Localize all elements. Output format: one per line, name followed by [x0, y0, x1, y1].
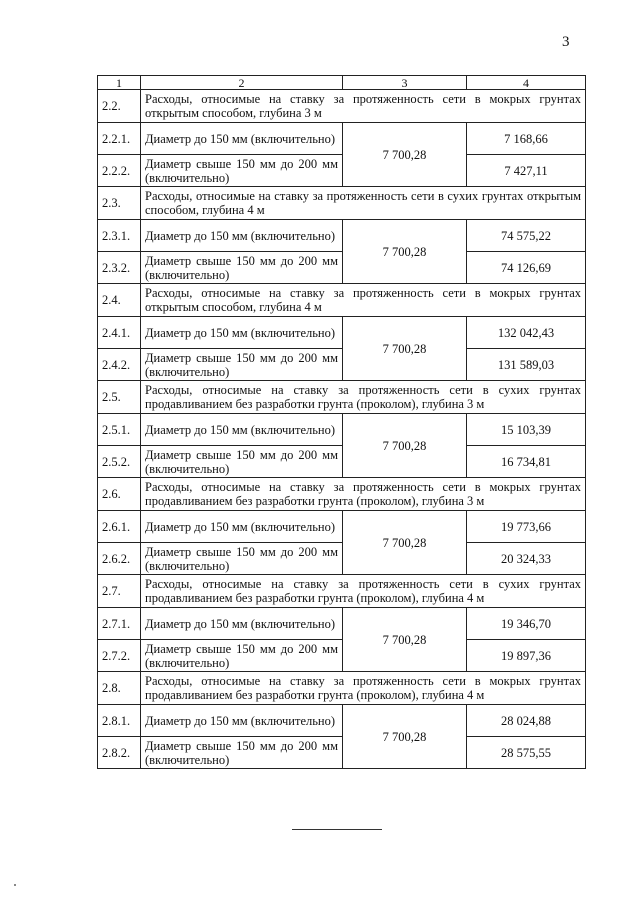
item-value: 16 734,81 — [467, 446, 586, 478]
rate-value: 7 700,28 — [343, 220, 467, 284]
table-header-row — [98, 76, 586, 90]
item-description: Диаметр свыше 150 мм до 200 мм (включительно) — [141, 543, 343, 575]
item-description: Диаметр свыше 150 мм до 200 мм (включительно) — [141, 737, 343, 769]
rate-value: 7 700,28 — [343, 414, 467, 478]
column-header: 4 — [467, 76, 586, 90]
table-row — [98, 123, 586, 155]
section-title: Расходы, относимые на ставку за протяженность сети в сухих грунтах продавливанием без разработки грунта (проколом), глубина 3 м — [141, 381, 586, 414]
rate-value: 7 700,28 — [343, 511, 467, 575]
rate-value: 7 700,28 — [343, 608, 467, 672]
item-value: 15 103,39 — [467, 414, 586, 446]
item-description: Диаметр до 150 мм (включительно) — [141, 317, 343, 349]
item-number: 2.2.2. — [98, 155, 141, 187]
table-row — [98, 317, 586, 349]
section-number: 2.3. — [98, 187, 141, 220]
item-value: 74 575,22 — [467, 220, 586, 252]
section-title: Расходы, относимые на ставку за протяженность сети в мокрых грунтах продавливанием без разработки грунта (проколом), глубина 4 м — [141, 672, 586, 705]
tariff-table — [97, 75, 586, 769]
item-number: 2.5.2. — [98, 446, 141, 478]
rate-value: 7 700,28 — [343, 123, 467, 187]
table-row — [98, 349, 586, 381]
item-number: 2.4.1. — [98, 317, 141, 349]
table-row — [98, 737, 586, 769]
item-description: Диаметр до 150 мм (включительно) — [141, 220, 343, 252]
section-row — [98, 478, 586, 511]
table-row — [98, 543, 586, 575]
column-header: 2 — [141, 76, 343, 90]
column-header: 1 — [98, 76, 141, 90]
page-number: 3 — [562, 34, 570, 50]
item-description: Диаметр свыше 150 мм до 200 мм (включительно) — [141, 446, 343, 478]
section-number: 2.5. — [98, 381, 141, 414]
item-description: Диаметр до 150 мм (включительно) — [141, 608, 343, 640]
item-value: 7 427,11 — [467, 155, 586, 187]
rate-value: 7 700,28 — [343, 705, 467, 769]
table-row — [98, 220, 586, 252]
item-description: Диаметр свыше 150 мм до 200 мм (включительно) — [141, 155, 343, 187]
item-description: Диаметр свыше 150 мм до 200 мм (включительно) — [141, 349, 343, 381]
table-row — [98, 608, 586, 640]
item-number: 2.3.1. — [98, 220, 141, 252]
item-value: 74 126,69 — [467, 252, 586, 284]
scan-speck — [14, 884, 16, 886]
table-row — [98, 252, 586, 284]
column-header: 3 — [343, 76, 467, 90]
section-row — [98, 381, 586, 414]
section-row — [98, 284, 586, 317]
item-description: Диаметр свыше 150 мм до 200 мм (включительно) — [141, 252, 343, 284]
item-value: 19 346,70 — [467, 608, 586, 640]
table-row — [98, 414, 586, 446]
item-number: 2.6.2. — [98, 543, 141, 575]
item-description: Диаметр до 150 мм (включительно) — [141, 705, 343, 737]
item-value: 28 024,88 — [467, 705, 586, 737]
item-number: 2.3.2. — [98, 252, 141, 284]
table-row — [98, 705, 586, 737]
section-row — [98, 575, 586, 608]
footer-divider — [292, 829, 382, 830]
item-number: 2.5.1. — [98, 414, 141, 446]
section-title: Расходы, относимые на ставку за протяженность сети в мокрых грунтах открытым способом, глубина 4 м — [141, 284, 586, 317]
item-number: 2.4.2. — [98, 349, 141, 381]
table-row — [98, 511, 586, 543]
table-row — [98, 155, 586, 187]
section-title: Расходы, относимые на ставку за протяженность сети в сухих грунтах продавливанием без разработки грунта (проколом), глубина 4 м — [141, 575, 586, 608]
item-description: Диаметр свыше 150 мм до 200 мм (включительно) — [141, 640, 343, 672]
item-number: 2.8.2. — [98, 737, 141, 769]
section-title: Расходы, относимые на ставку за протяженность сети в мокрых грунтах продавливанием без разработки грунта (проколом), глубина 3 м — [141, 478, 586, 511]
item-number: 2.8.1. — [98, 705, 141, 737]
section-number: 2.8. — [98, 672, 141, 705]
item-number: 2.7.1. — [98, 608, 141, 640]
section-row — [98, 187, 586, 220]
item-description: Диаметр до 150 мм (включительно) — [141, 123, 343, 155]
section-title: Расходы, относимые на ставку за протяженность сети в мокрых грунтах открытым способом, глубина 3 м — [141, 90, 586, 123]
section-number: 2.2. — [98, 90, 141, 123]
item-number: 2.7.2. — [98, 640, 141, 672]
item-value: 20 324,33 — [467, 543, 586, 575]
section-row — [98, 672, 586, 705]
item-value: 28 575,55 — [467, 737, 586, 769]
item-value: 19 773,66 — [467, 511, 586, 543]
item-value: 132 042,43 — [467, 317, 586, 349]
section-number: 2.4. — [98, 284, 141, 317]
item-value: 19 897,36 — [467, 640, 586, 672]
section-number: 2.6. — [98, 478, 141, 511]
section-row — [98, 90, 586, 123]
item-number: 2.2.1. — [98, 123, 141, 155]
item-value: 131 589,03 — [467, 349, 586, 381]
rate-value: 7 700,28 — [343, 317, 467, 381]
item-description: Диаметр до 150 мм (включительно) — [141, 414, 343, 446]
item-value: 7 168,66 — [467, 123, 586, 155]
table-row — [98, 640, 586, 672]
section-number: 2.7. — [98, 575, 141, 608]
section-title: Расходы, относимые на ставку за протяженность сети в сухих грунтах открытым способом, глубина 4 м — [141, 187, 586, 220]
item-description: Диаметр до 150 мм (включительно) — [141, 511, 343, 543]
table-row — [98, 446, 586, 478]
item-number: 2.6.1. — [98, 511, 141, 543]
